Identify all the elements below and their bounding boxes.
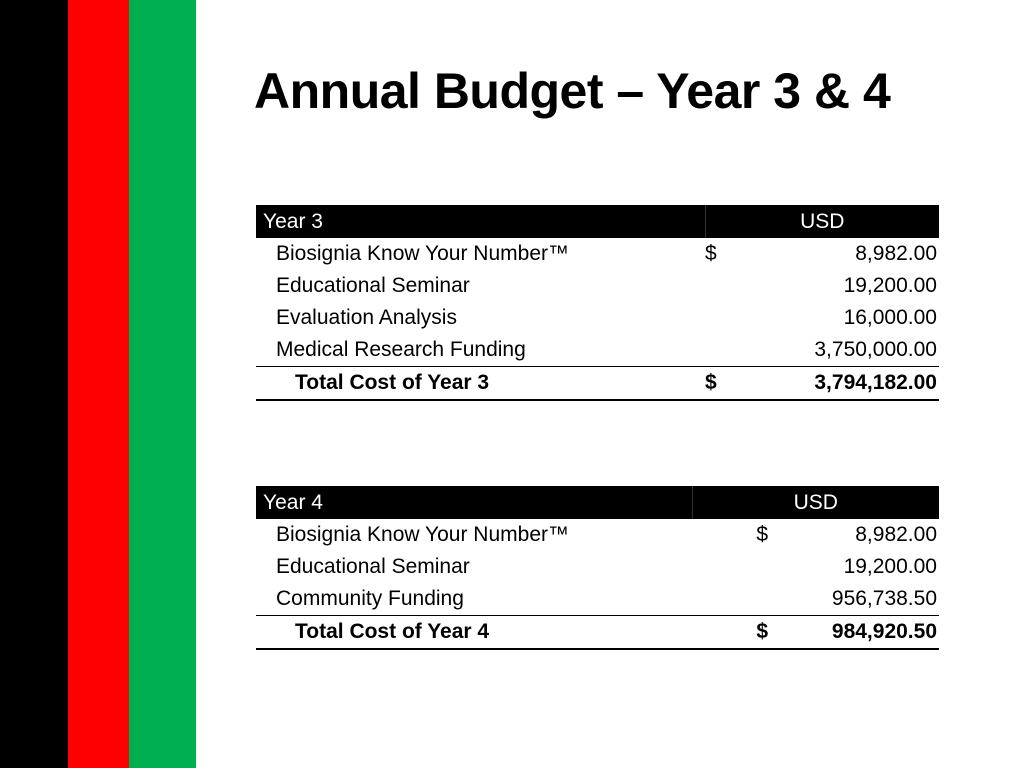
item-label: Medical Research Funding: [276, 338, 526, 361]
usd-header: USD: [705, 205, 939, 238]
item-label: Evaluation Analysis: [276, 306, 457, 329]
stripe-green: [129, 0, 196, 768]
currency-symbol: [705, 302, 762, 334]
item-label: Biosignia Know Your Number™: [276, 523, 569, 546]
item-amount: 956,738.50: [831, 587, 937, 610]
currency-symbol: [705, 270, 762, 302]
stripe-red: [68, 0, 129, 768]
total-label: Total Cost of Year 3: [256, 367, 705, 401]
table-header-row: [256, 205, 939, 238]
item-label: Biosignia Know Your Number™: [276, 242, 569, 265]
total-row: [256, 367, 939, 401]
table-row: [256, 302, 939, 334]
total-currency-symbol: $: [692, 616, 768, 650]
total-amount: 984,920.50: [768, 616, 939, 650]
currency-symbol: [692, 551, 768, 583]
table-row: [256, 238, 939, 270]
total-label: Total Cost of Year 4: [256, 616, 692, 650]
currency-symbol: $: [756, 523, 768, 546]
year-header: Year 4: [256, 486, 692, 519]
slide-title: Annual Budget – Year 3 & 4: [254, 63, 891, 119]
year-4-budget-table: [256, 486, 939, 650]
table-row: [256, 334, 939, 367]
item-amount: 19,200.00: [843, 274, 937, 297]
item-amount: 8,982.00: [855, 523, 937, 546]
total-currency-symbol: $: [705, 367, 762, 401]
total-amount: 3,794,182.00: [762, 367, 939, 401]
usd-header: USD: [692, 486, 939, 519]
table-row: [256, 270, 939, 302]
table-row: [256, 583, 939, 616]
stripe-black: [0, 0, 68, 768]
item-label: Educational Seminar: [276, 274, 470, 297]
table-row: [256, 551, 939, 583]
table-row: [256, 519, 939, 551]
year-header: Year 3: [256, 205, 705, 238]
currency-symbol: [705, 334, 762, 367]
item-label: Community Funding: [276, 587, 464, 610]
total-row: [256, 616, 939, 650]
table-header-row: [256, 486, 939, 519]
item-amount: 19,200.00: [843, 555, 937, 578]
year-3-budget-table: [256, 205, 939, 401]
item-amount: 3,750,000.00: [814, 338, 937, 361]
currency-symbol: $: [705, 242, 717, 265]
currency-symbol: [692, 583, 768, 616]
item-amount: 16,000.00: [843, 306, 937, 329]
item-amount: 8,982.00: [855, 242, 937, 265]
item-label: Educational Seminar: [276, 555, 470, 578]
